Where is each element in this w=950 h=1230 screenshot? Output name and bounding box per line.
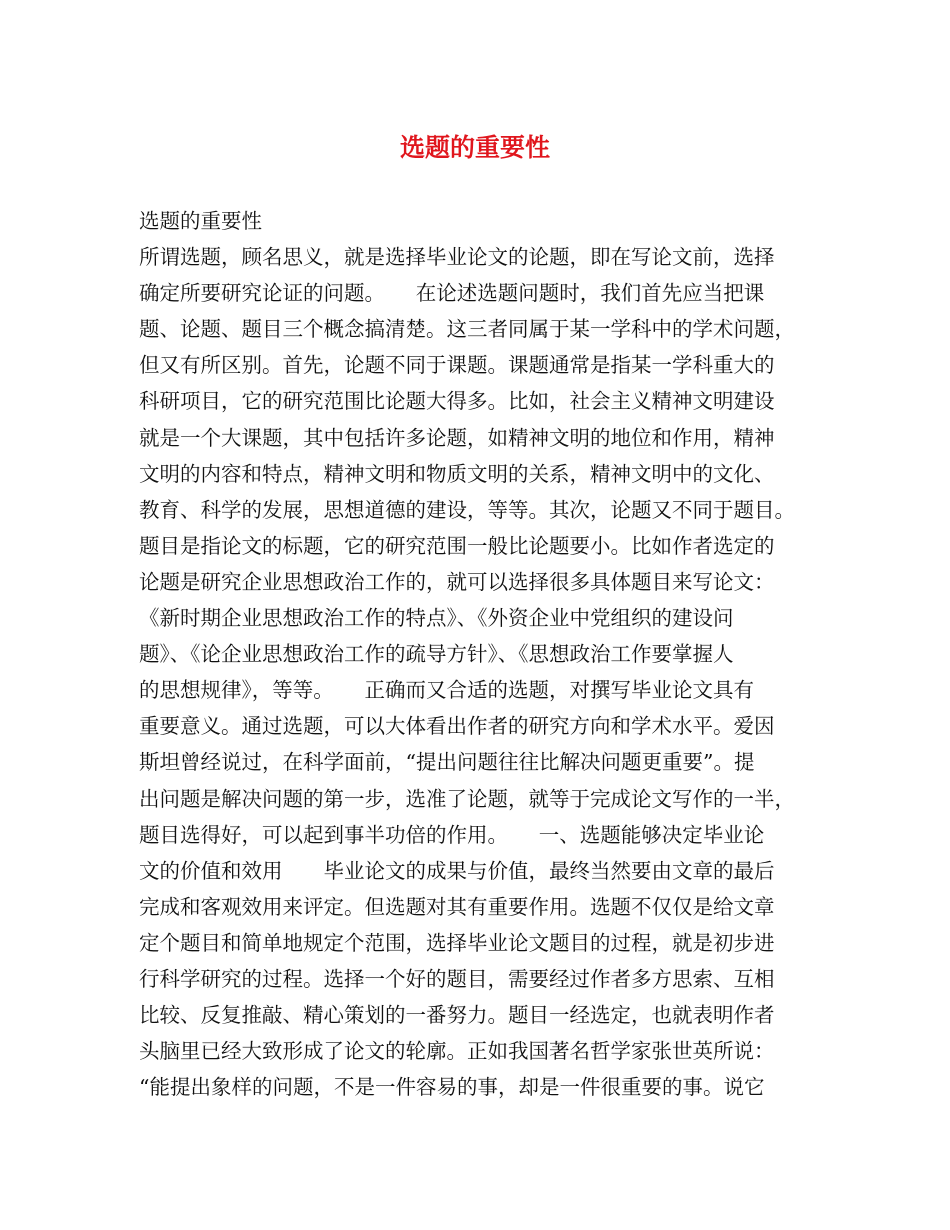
body-line: 完成和客观效用来评定。但选题对其有重要作用。选题不仅仅是给文章 [139, 894, 775, 919]
body-line: 行科学研究的过程。选择一个好的题目，需要经过作者多方思索、互相 [139, 966, 775, 991]
body-line: 重要意义。通过选题，可以大体看出作者的研究方向和学术水平。爱因 [139, 714, 775, 739]
body-line: 确定所要研究论证的问题。 在论述选题问题时，我们首先应当把课 [139, 281, 765, 306]
body-line: 但又有所区别。首先，论题不同于课题。课题通常是指某一学科重大的 [139, 353, 775, 378]
body-line: 定个题目和简单地规定个范围，选择毕业论文题目的过程，就是初步进 [139, 930, 775, 955]
body-line: 题、论题、题目三个概念搞清楚。这三者同属于某一学科中的学术问题， [139, 317, 795, 342]
body-line: 题目选得好，可以起到事半功倍的作用。 一、选题能够决定毕业论 [139, 822, 765, 847]
body-line: 教育、科学的发展，思想道德的建设，等等。其次，论题又不同于题目。 [139, 497, 795, 522]
body-line: 题》、《论企业思想政治工作的疏导方针》、《思想政治工作要掌握人 [139, 642, 734, 667]
body-line: 文明的内容和特点，精神文明和物质文明的关系，精神文明中的文化、 [139, 461, 775, 486]
body-line: 比较、反复推敲、精心策划的一番努力。题目一经选定，也就表明作者 [139, 1003, 775, 1028]
body-line: 论题是研究企业思想政治工作的，就可以选择很多具体题目来写论文： [139, 569, 775, 594]
document-body [139, 203, 829, 1105]
body-line: 科研项目，它的研究范围比论题大得多。比如，社会主义精神文明建设 [139, 389, 775, 414]
body-line: “能提出象样的问题，不是一件容易的事，却是一件很重要的事。说它 [139, 1075, 765, 1100]
body-line: 出问题是解决问题的第一步，选准了论题，就等于完成论文写作的一半， [139, 786, 795, 811]
body-line: 的思想规律》，等等。 正确而又合适的选题，对撰写毕业论文具有 [139, 678, 754, 703]
body-line: 文的价值和效用 毕业论文的成果与价值，最终当然要由文章的最后 [139, 858, 775, 883]
body-line-subtitle: 选题的重要性 [139, 209, 262, 233]
body-line: 题目是指论文的标题，它的研究范围一般比论题要小。比如作者选定的 [139, 533, 775, 558]
body-line: 头脑里已经大致形成了论文的轮廓。正如我国著名哲学家张世英所说： [139, 1039, 775, 1064]
body-line: 所谓选题，顾名思义，就是选择毕业论文的论题，即在写论文前，选择 [139, 245, 775, 270]
body-line: 就是一个大课题，其中包括许多论题，如精神文明的地位和作用，精神 [139, 425, 775, 450]
document-title: 选题的重要性 [399, 133, 550, 162]
body-line: 《新时期企业思想政治工作的特点》、《外资企业中党组织的建设问 [139, 606, 734, 631]
body-line: 斯坦曾经说过，在科学面前，“提出问题往往比解决问题更重要”。提 [139, 750, 755, 775]
